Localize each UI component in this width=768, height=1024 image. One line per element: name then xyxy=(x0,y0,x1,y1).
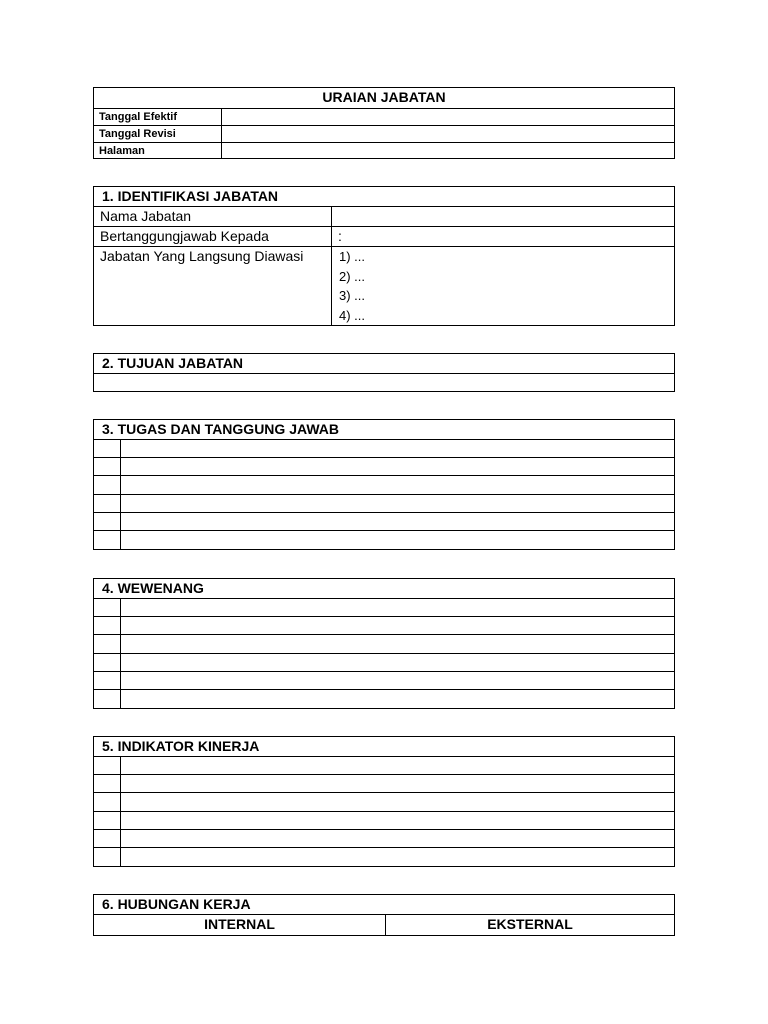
list-item[interactable] xyxy=(94,476,674,494)
section-indikator-kinerja xyxy=(93,736,675,867)
list-item[interactable] xyxy=(94,690,674,708)
header-row-tanggal-revisi xyxy=(94,126,674,143)
row-number-cell xyxy=(94,830,121,847)
diawasi-row xyxy=(94,247,674,325)
tanggal-efektif-label: Tanggal Efektif xyxy=(99,111,178,123)
section4-title: 4. WEWENANG xyxy=(94,579,674,599)
row-number-cell xyxy=(94,690,121,708)
row-number-cell xyxy=(94,531,121,549)
halaman-label: Halaman xyxy=(99,145,145,157)
list-item[interactable] xyxy=(94,654,674,672)
list-item[interactable] xyxy=(94,672,674,690)
list-item[interactable] xyxy=(94,812,674,830)
list-item[interactable] xyxy=(94,617,674,635)
row-number-cell xyxy=(94,458,121,475)
diawasi-item: 4) ... xyxy=(339,307,366,323)
section-tujuan-jabatan xyxy=(93,353,675,392)
section3-title: 3. TUGAS DAN TANGGUNG JAWAB xyxy=(94,420,674,440)
bertanggungjawab-row xyxy=(94,227,674,247)
list-item[interactable] xyxy=(94,848,674,866)
list-item[interactable] xyxy=(94,599,674,617)
section5-title: 5. INDIKATOR KINERJA xyxy=(94,737,674,757)
column-header-eksternal: EKSTERNAL xyxy=(385,915,674,935)
row-number-cell xyxy=(94,476,121,493)
header-row-tanggal-efektif xyxy=(94,109,674,126)
row-number-cell xyxy=(94,775,121,792)
list-item[interactable] xyxy=(94,830,674,848)
column-header-internal: INTERNAL xyxy=(204,916,275,932)
row-number-cell xyxy=(94,812,121,829)
list-item[interactable] xyxy=(94,775,674,793)
halaman-value[interactable] xyxy=(221,143,674,158)
section-wewenang xyxy=(93,578,675,709)
bertanggungjawab-value[interactable]: : xyxy=(331,227,674,246)
tujuan-jabatan-field[interactable] xyxy=(94,374,674,391)
row-number-cell xyxy=(94,635,121,652)
hubungan-kerja-header-row xyxy=(94,915,674,935)
section2-title: 2. TUJUAN JABATAN xyxy=(94,354,674,374)
list-item[interactable] xyxy=(94,440,674,458)
row-number-cell xyxy=(94,495,121,512)
tanggal-efektif-value[interactable] xyxy=(221,109,674,125)
nama-jabatan-row xyxy=(94,207,674,227)
diawasi-item: 1) ... xyxy=(339,249,366,264)
diawasi-item: 2) ... xyxy=(339,268,366,284)
section1-title: 1. IDENTIFIKASI JABATAN xyxy=(94,187,674,207)
diawasi-item: 3) ... xyxy=(339,288,366,303)
row-number-cell xyxy=(94,848,121,866)
row-number-cell xyxy=(94,672,121,689)
list-item[interactable] xyxy=(94,793,674,811)
document-header-table xyxy=(93,87,675,159)
row-number-cell xyxy=(94,513,121,530)
diawasi-label: Jabatan Yang Langsung Diawasi xyxy=(100,248,304,264)
tanggal-revisi-label: Tanggal Revisi xyxy=(99,128,176,140)
document-title: URAIAN JABATAN xyxy=(94,88,674,109)
diawasi-list[interactable] xyxy=(331,247,674,325)
list-item[interactable] xyxy=(94,513,674,531)
list-item[interactable] xyxy=(94,757,674,775)
list-item[interactable] xyxy=(94,495,674,513)
section-hubungan-kerja xyxy=(93,894,675,936)
list-item[interactable] xyxy=(94,458,674,476)
row-number-cell xyxy=(94,440,121,457)
row-number-cell xyxy=(94,599,121,616)
bertanggungjawab-label: Bertanggungjawab Kepada xyxy=(100,228,269,244)
header-row-halaman xyxy=(94,143,674,158)
list-item[interactable] xyxy=(94,531,674,549)
section-tugas-tanggung-jawab xyxy=(93,419,675,550)
nama-jabatan-label: Nama Jabatan xyxy=(100,208,192,224)
row-number-cell xyxy=(94,757,121,774)
row-number-cell xyxy=(94,793,121,810)
row-number-cell xyxy=(94,654,121,671)
tanggal-revisi-value[interactable] xyxy=(221,126,674,142)
nama-jabatan-value[interactable] xyxy=(331,207,674,226)
section-identifikasi-jabatan xyxy=(93,186,675,326)
section6-title: 6. HUBUNGAN KERJA xyxy=(94,895,674,915)
row-number-cell xyxy=(94,617,121,634)
list-item[interactable] xyxy=(94,635,674,653)
